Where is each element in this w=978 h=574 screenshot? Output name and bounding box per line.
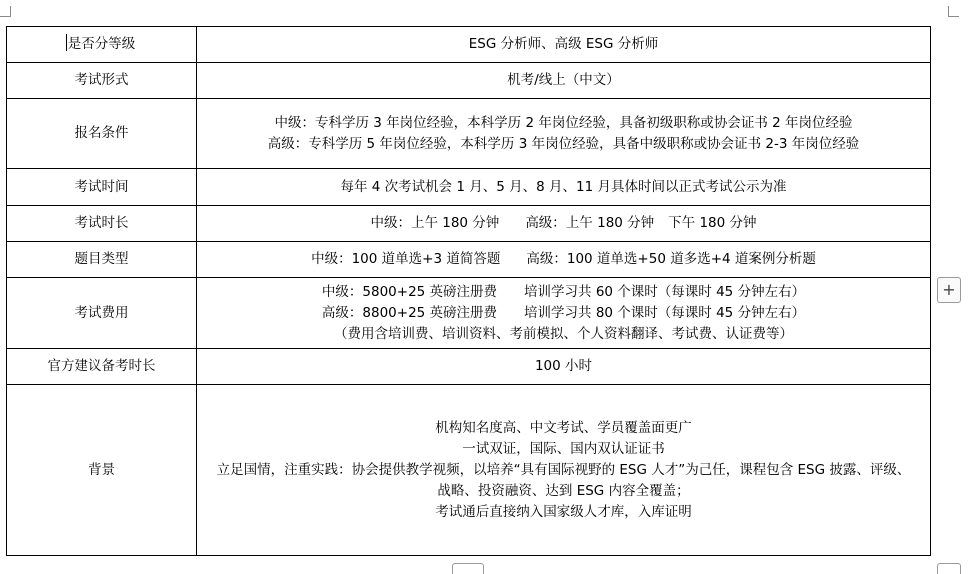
- row-label: 考试时长: [74, 215, 129, 231]
- row-value-line: （费用含培训费、培训资料、考前模拟、个人资料翻译、考试费、认证费等）: [334, 325, 793, 342]
- row-label: 题目类型: [74, 251, 129, 267]
- table-row: [7, 27, 931, 63]
- row-value-line: 高级：8800+25 英磅注册费 培训学习共 80 个课时（每课时 45 分钟左右）: [321, 304, 806, 321]
- table-row: [7, 278, 931, 349]
- row-label-cell[interactable]: [7, 169, 197, 206]
- row-value-line: 战略、投资融资、达到 ESG 内容全覆盖；: [437, 482, 690, 499]
- row-label-cell[interactable]: [7, 242, 197, 278]
- row-value-cell[interactable]: [197, 385, 931, 556]
- page-corner-mark-left: [0, 6, 11, 17]
- row-value-line: 立足国情，注重实践：协会提供教学视频，以培养“具有国际视野的 ESG 人才”为己任，课程包含 ESG 披露、评级、: [216, 461, 911, 478]
- row-value-part: 中级：100 道单选+3 道简答题: [311, 251, 501, 267]
- row-label: 报名条件: [74, 125, 129, 141]
- row-label: 背景: [88, 461, 115, 478]
- row-value-line: 考试通后直接纳入国家级人才库，入库证明: [435, 503, 692, 520]
- row-value-cell[interactable]: [197, 242, 931, 278]
- row-value-cell[interactable]: [197, 99, 931, 169]
- plus-icon: +: [942, 280, 956, 299]
- row-value-part: 下午 180 分钟: [668, 215, 757, 231]
- add-row-button[interactable]: [937, 277, 961, 303]
- row-value-line: 每年 4 次考试机会 1 月、5 月、8 月、11 月具体时间以正式考试公示为准: [340, 178, 787, 195]
- row-label: 考试形式: [74, 72, 129, 88]
- row-label: 考试费用: [74, 304, 129, 321]
- row-label-cell[interactable]: [7, 385, 197, 556]
- row-value-line: [203, 213, 924, 234]
- table-row: [7, 63, 931, 99]
- row-value-line: 机考/线上（中文）: [507, 72, 620, 88]
- page-corner-mark-right: [948, 6, 959, 17]
- table-row: [7, 206, 931, 242]
- row-value-cell[interactable]: [197, 169, 931, 206]
- row-value-line: [203, 249, 924, 270]
- row-value-cell[interactable]: [197, 349, 931, 385]
- exam-info-table: [6, 26, 931, 556]
- row-label-cell[interactable]: [7, 27, 197, 63]
- row-label-cell[interactable]: [7, 278, 197, 349]
- row-value-cell[interactable]: [197, 27, 931, 63]
- row-label-cell[interactable]: [7, 206, 197, 242]
- text-cursor: [66, 34, 67, 51]
- table-row: [7, 99, 931, 169]
- row-label-cell[interactable]: [7, 349, 197, 385]
- row-label: 官方建议备考时长: [47, 358, 156, 374]
- row-label: 考试时间: [74, 178, 129, 195]
- row-label-cell[interactable]: [7, 63, 197, 99]
- row-value-cell[interactable]: [197, 278, 931, 349]
- row-value-part: 高级：上午 180 分钟: [525, 215, 655, 231]
- row-value-part: 中级：上午 180 分钟: [370, 215, 500, 231]
- row-value-cell[interactable]: [197, 206, 931, 242]
- table-row: [7, 385, 931, 556]
- row-value-part: 高级：100 道单选+50 道多选+4 道案例分析题: [526, 251, 816, 267]
- row-value-line: 机构知名度高、中文考试、学员覆盖面更广: [435, 419, 692, 436]
- row-value-line: 100 小时: [534, 358, 593, 374]
- table-row: [7, 242, 931, 278]
- row-value-line: 一试双证，国际、国内双认证证书: [462, 440, 665, 457]
- table-row: [7, 169, 931, 206]
- add-column-handle[interactable]: [937, 563, 961, 574]
- table-row: [7, 349, 931, 385]
- row-value-line: 中级：5800+25 英磅注册费 培训学习共 60 个课时（每课时 45 分钟左右）: [321, 283, 806, 300]
- row-value-line: 中级：专科学历 3 年岗位经验，本科学历 2 年岗位经验，具备初级职称或协会证书 2 年岗位经验: [274, 114, 853, 131]
- row-value-line: ESG 分析师、高级 ESG 分析师: [468, 36, 659, 52]
- table-resize-handle[interactable]: [452, 563, 484, 574]
- row-label-cell[interactable]: [7, 99, 197, 169]
- row-value-line: 高级：专科学历 5 年岗位经验，本科学历 3 年岗位经验，具备中级职称或协会证书 2-3 年岗位经验: [267, 135, 860, 152]
- row-label: 是否分等级: [67, 36, 136, 52]
- row-value-cell[interactable]: [197, 63, 931, 99]
